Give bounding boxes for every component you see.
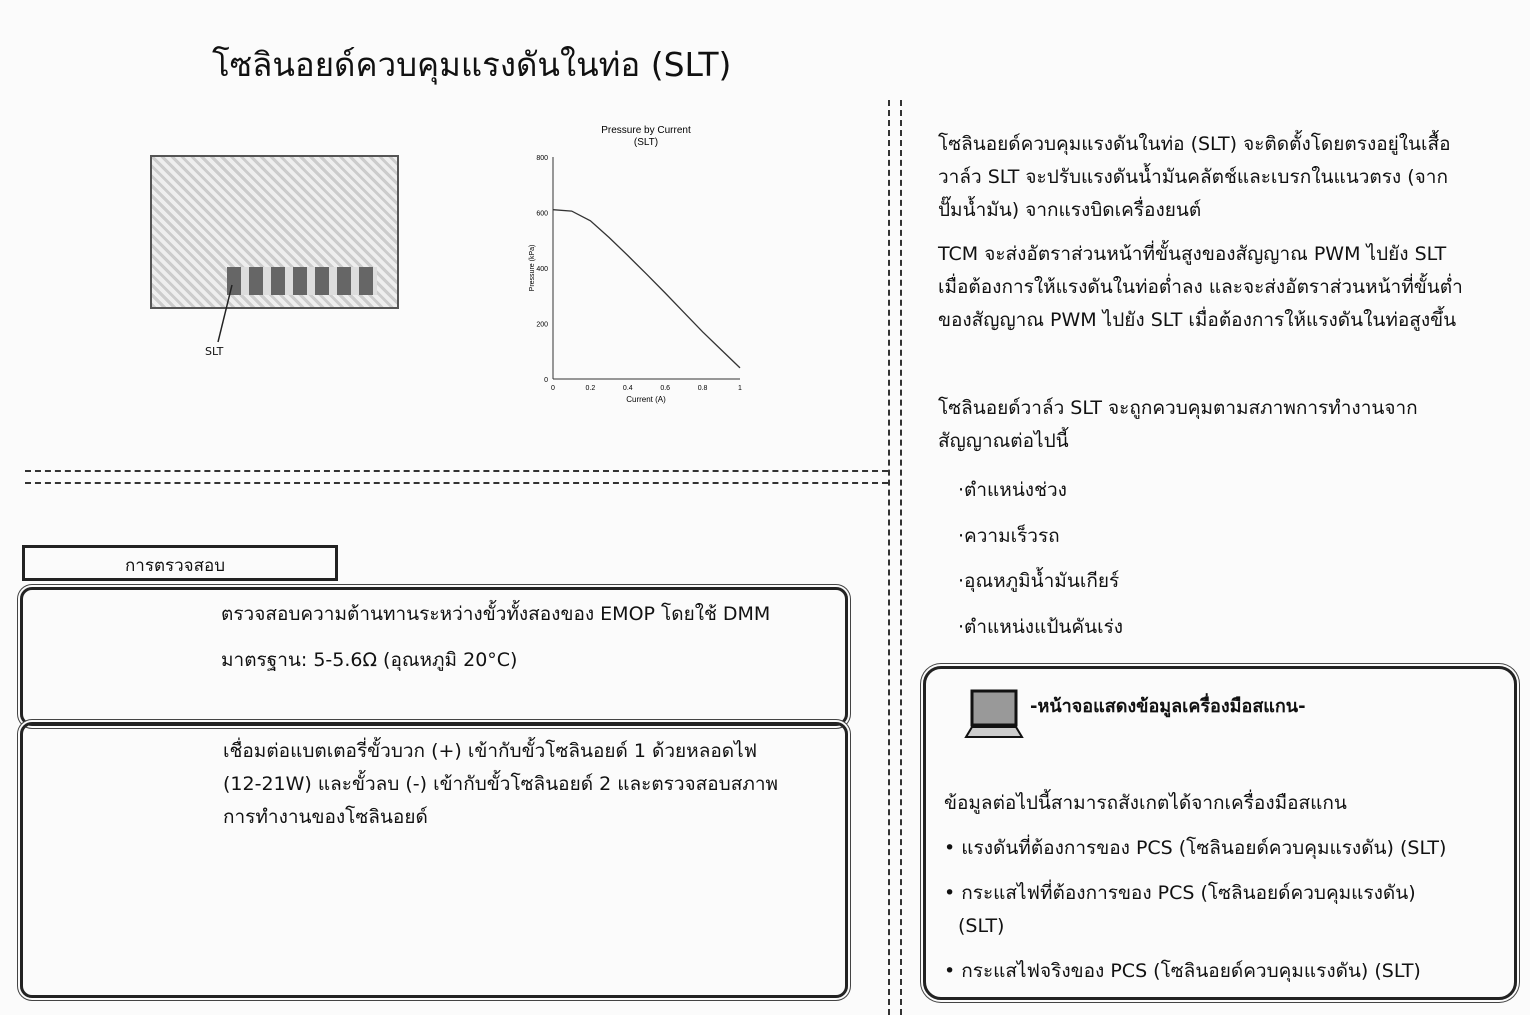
text-line: ปั๊มน้ำมัน) จากแรงบิดเครื่องยนต์ xyxy=(938,199,1202,221)
description-paragraph-3 xyxy=(938,392,1418,458)
scan-heading: -หน้าจอแสดงข้อมูลเครื่องมือสแกน- xyxy=(1030,696,1306,717)
scan-intro: ข้อมูลต่อไปนี้สามารถสังเกตได้จากเครื่องมือสแกน xyxy=(944,792,1347,814)
y-tick-label: 0 xyxy=(544,377,548,384)
y-axis-label: Pressure (kPa) xyxy=(529,244,536,292)
list-item: • แรงดันที่ต้องการของ PCS (โซลินอยด์ควบคุมแรงดัน) (SLT) xyxy=(944,837,1447,859)
x-tick-label: 0.6 xyxy=(660,385,671,392)
x-tick-label: 0.8 xyxy=(697,385,708,392)
x-axis-label: Current (A) xyxy=(626,395,666,404)
laptop-icon xyxy=(962,689,1026,745)
text-line: เมื่อต้องการให้แรงดันในท่อต่ำลง และจะส่งอัตราส่วนหน้าที่ขั้นต่ำ xyxy=(938,276,1463,298)
divider xyxy=(25,482,888,484)
y-tick-label: 200 xyxy=(536,321,548,329)
text-line: โซลินอยด์ควบคุมแรงดันในท่อ (SLT) จะติดตั้งโดยตรงอยู่ในเสื้อ xyxy=(938,133,1451,155)
divider xyxy=(888,100,890,1015)
x-tick-label: 0 xyxy=(551,385,555,392)
x-tick-label: 1 xyxy=(738,385,742,392)
list-item: ·อุณหภูมิน้ำมันเกียร์ xyxy=(958,570,1120,592)
list-item: (SLT) xyxy=(958,915,1005,937)
text-line: โซลินอยด์วาล์ว SLT จะถูกควบคุมตามสภาพการทำงานจาก xyxy=(938,397,1418,419)
step-text: การทำงานของโซลินอยด์ xyxy=(223,806,428,828)
step-text: เชื่อมต่อแบตเตอรี่ขั้วบวก (+) เข้ากับขั้วโซลินอยด์ 1 ด้วยหลอดไฟ xyxy=(223,740,758,762)
inspection-step-2 xyxy=(20,722,848,998)
text-line: วาล์ว SLT จะปรับแรงดันน้ำมันคลัตช์และเบรกในแนวตรง (จาก xyxy=(938,166,1448,188)
step-text: (12-21W) และขั้วลบ (-) เข้ากับขั้วโซลินอยด์ 2 และตรวจสอบสภาพ xyxy=(223,773,779,795)
series-line xyxy=(553,210,740,368)
x-tick-label: 0.4 xyxy=(622,385,633,392)
y-tick-label: 400 xyxy=(536,266,548,273)
inspection-label: การตรวจสอบ xyxy=(125,556,226,576)
divider xyxy=(25,470,888,472)
chart-title: Pressure by Current xyxy=(601,125,691,136)
list-item: ·ตำแหน่งช่วง xyxy=(958,479,1067,501)
description-paragraph-2 xyxy=(938,238,1463,337)
list-item: • กระแสไฟที่ต้องการของ PCS (โซลินอยด์ควบคุมแรงดัน) xyxy=(944,882,1416,904)
scan-tool-box xyxy=(923,666,1517,1000)
inspection-step-1 xyxy=(20,587,848,726)
chart-subtitle: (SLT) xyxy=(633,137,659,148)
page-title: โซลินอยด์ควบคุมแรงดันในท่อ (SLT) xyxy=(212,45,732,84)
text-line: ของสัญญาณ PWM ไปยัง SLT เมื่อต้องการให้แรงดันในท่อสูงขึ้น xyxy=(938,309,1457,331)
text-line: สัญญาณต่อไปนี้ xyxy=(938,430,1069,452)
pressure-current-chart xyxy=(520,115,760,415)
text-line: TCM จะส่งอัตราส่วนหน้าที่ขั้นสูงของสัญญาณ PWM ไปยัง SLT xyxy=(938,243,1447,265)
list-item: ·ตำแหน่งแป้นคันเร่ง xyxy=(958,615,1124,638)
signal-list xyxy=(958,468,1123,650)
list-item: • กระแสไฟจริงของ PCS (โซลินอยด์ควบคุมแรงดัน) (SLT) xyxy=(944,960,1421,982)
divider xyxy=(900,100,902,1015)
valve-body-image xyxy=(150,155,399,309)
description-paragraph-1 xyxy=(938,128,1451,227)
list-item: ·ความเร็วรถ xyxy=(958,524,1060,547)
inspection-label-box xyxy=(22,545,338,581)
callout-line xyxy=(200,280,240,350)
slt-callout: SLT xyxy=(205,345,224,358)
standard-value: มาตรฐาน: 5-5.6Ω (อุณหภูมิ 20°C) xyxy=(221,649,518,671)
step-text: ตรวจสอบความต้านทานระหว่างขั้วทั้งสองของ EMOP โดยใช้ DMM xyxy=(221,603,771,625)
y-tick-label: 800 xyxy=(536,155,548,162)
y-tick-label: 600 xyxy=(536,210,548,218)
x-tick-label: 0.2 xyxy=(585,385,596,392)
